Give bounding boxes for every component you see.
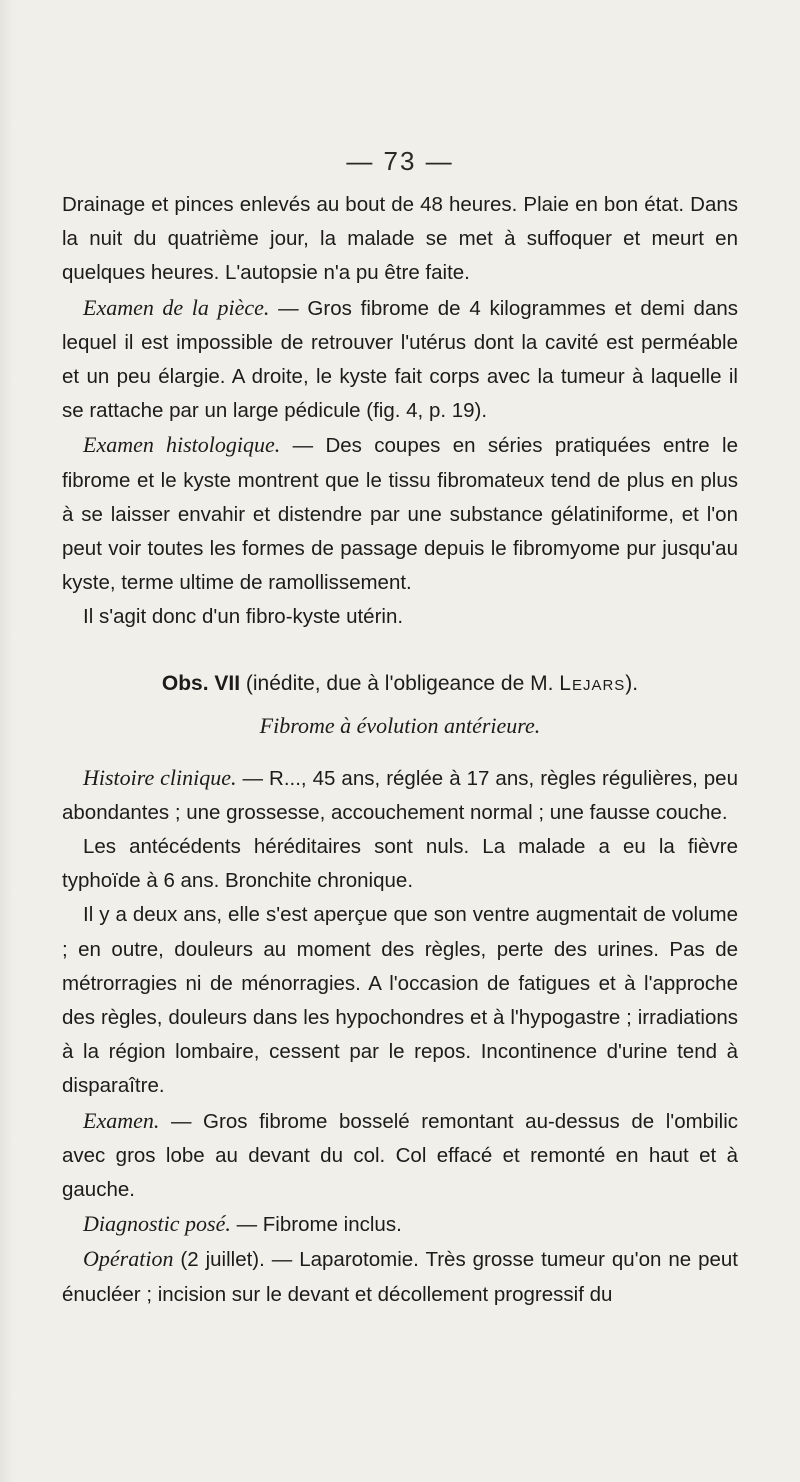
paragraph-examen-histologique <box>62 428 738 600</box>
operation-text: (2 juillet). — Laparotomie. Très grosse tumeur qu'on ne peut énucléer ; incision sur le devant et décollement progressif du <box>62 1248 738 1306</box>
histoire-label: Histoire clinique. <box>83 764 237 790</box>
observation-subtitle: Fibrome à évolution antérieure. <box>259 712 541 738</box>
paragraph-drainage: Drainage et pinces enlevés au bout de 48 heures. Plaie en bon état. Dans la nuit du quatrième jour, la malade se met à suffoquer et meurt en quelques heures. L'autopsie n'a pu être faite. <box>62 193 738 285</box>
obs-text: (inédite, due à l'obligeance de M. <box>240 671 560 695</box>
examen-text: — Gros fibrome bosselé remontant au-dessus de l'ombilic avec gros lobe au devant du col. Col effacé et remonté en haut et à gauche. <box>62 1109 738 1202</box>
observation-heading <box>62 667 738 701</box>
examen-label: Examen. <box>83 1107 160 1133</box>
paragraph-histoire-clinique <box>62 761 738 830</box>
paragraph-operation <box>62 1242 738 1311</box>
obs-label: Obs. VII <box>161 671 241 695</box>
paragraph-examen-piece <box>62 291 738 429</box>
operation-label: Opération <box>83 1246 174 1272</box>
page-edge-shadow <box>0 0 14 1482</box>
paragraph-antecedents: Les antécédents héréditaires sont nuls. La malade a eu la fièvre typhoïde à 6 ans. Bronchite chronique. <box>62 835 738 893</box>
diagnostic-text: — Fibrome inclus. <box>230 1213 402 1237</box>
examen-histologique-label: Examen histologique. <box>83 432 281 458</box>
examen-histologique-text: — Des coupes en séries pratiquées entre le fibrome et le kyste montrent que le tissu fibromateux tend de plus en plus à se laisser envahir et distendre par une substance gélatiniforme, et l'on peut voir toutes les formes de passage depuis le fibromyome pur jusqu'au kyste, terme ultime de ramollissement. <box>62 434 738 595</box>
paragraph-conclusion: Il s'agit donc d'un fibro-kyste utérin. <box>83 605 404 629</box>
examen-piece-text: — Gros fibrome de 4 kilogrammes et demi dans lequel il est impossible de retrouver l'utérus dont la cavité est perméable et un peu élargie. A droite, le kyste fait corps avec la tumeur à laquelle il se rattache par un large pédicule (fig. 4, p. 19). <box>62 296 738 423</box>
paragraph-diagnostic <box>62 1207 738 1242</box>
obs-close: ). <box>625 671 639 695</box>
obs-author: Lejars <box>559 671 626 695</box>
paragraph-examen <box>62 1104 738 1208</box>
paragraph-evolution: Il y a deux ans, elle s'est aperçue que son ventre augmentait de volume ; en outre, douleurs au moment des règles, perte des urines. Pas de métrorragies ni de ménorragies. A l'occasion de fatigues et à l'approche des règles, douleurs dans les hypochondres et à l'hypogastre ; irradiations à la région lombaire, cessent par le repos. Incontinence d'urine tend à disparaître. <box>62 903 738 1098</box>
page-body <box>62 188 738 1312</box>
diagnostic-label: Diagnostic posé. <box>83 1211 231 1237</box>
page-number: — 73 — <box>346 146 454 176</box>
examen-piece-label: Examen de la pièce. <box>83 294 270 320</box>
histoire-text: — R..., 45 ans, réglée à 17 ans, règles régulières, peu abondantes ; une grossesse, accouchement normal ; une fausse couche. <box>62 766 738 824</box>
